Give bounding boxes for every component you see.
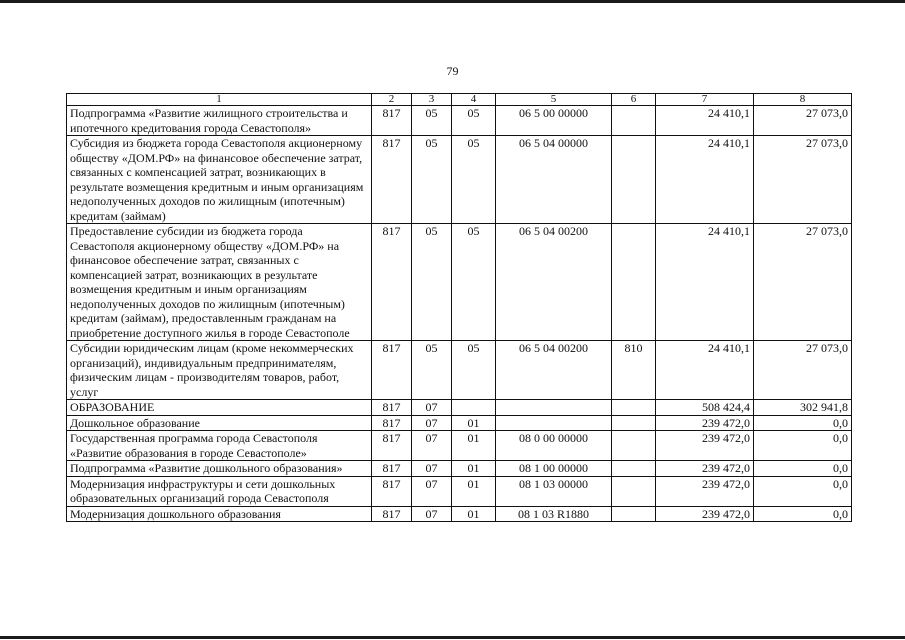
target-article-code: 06 5 04 00200	[496, 341, 612, 400]
table-row	[67, 400, 852, 416]
subsection-code: 05	[452, 341, 496, 400]
amount-year-1: 239 472,0	[656, 461, 754, 477]
amount-year-2: 0,0	[754, 476, 852, 506]
item-name: Дошкольное образование	[67, 415, 372, 431]
target-article-code: 06 5 04 00200	[496, 224, 612, 341]
column-header: 4	[452, 94, 496, 106]
ministry-code: 817	[372, 431, 412, 461]
amount-year-2: 0,0	[754, 415, 852, 431]
expense-type-code	[612, 136, 656, 224]
target-article-code: 08 1 00 00000	[496, 461, 612, 477]
amount-year-2: 0,0	[754, 506, 852, 522]
table-row	[67, 224, 852, 341]
table-row	[67, 431, 852, 461]
amount-year-2: 27 073,0	[754, 341, 852, 400]
ministry-code: 817	[372, 106, 412, 136]
column-header: 3	[412, 94, 452, 106]
section-code: 07	[412, 415, 452, 431]
table-row	[67, 461, 852, 477]
section-code: 07	[412, 506, 452, 522]
subsection-code: 05	[452, 136, 496, 224]
ministry-code: 817	[372, 506, 412, 522]
amount-year-1: 239 472,0	[656, 506, 754, 522]
ministry-code: 817	[372, 224, 412, 341]
ministry-code: 817	[372, 415, 412, 431]
amount-year-1: 508 424,4	[656, 400, 754, 416]
target-article-code: 06 5 00 00000	[496, 106, 612, 136]
amount-year-1: 24 410,1	[656, 106, 754, 136]
scan-top-edge	[0, 0, 905, 3]
section-code: 07	[412, 431, 452, 461]
amount-year-1: 239 472,0	[656, 476, 754, 506]
subsection-code: 05	[452, 224, 496, 341]
ministry-code: 817	[372, 400, 412, 416]
expense-type-code: 810	[612, 341, 656, 400]
subsection-code: 01	[452, 415, 496, 431]
expense-type-code	[612, 431, 656, 461]
column-header-row	[67, 94, 852, 106]
column-header: 8	[754, 94, 852, 106]
amount-year-2: 27 073,0	[754, 106, 852, 136]
section-code: 07	[412, 400, 452, 416]
item-name: Субсидии юридическим лицам (кроме некоммерческих организаций), индивидуальным предпринимателям, физическим лицам - производителям товаров, работ, услуг	[67, 341, 372, 400]
subsection-code: 01	[452, 461, 496, 477]
table-row	[67, 106, 852, 136]
expense-type-code	[612, 506, 656, 522]
column-header: 1	[67, 94, 372, 106]
item-name: Подпрограмма «Развитие дошкольного образования»	[67, 461, 372, 477]
amount-year-1: 24 410,1	[656, 224, 754, 341]
item-name: Подпрограмма «Развитие жилищного строительства и ипотечного кредитования города Севастополя»	[67, 106, 372, 136]
target-article-code: 08 0 00 00000	[496, 431, 612, 461]
amount-year-2: 0,0	[754, 461, 852, 477]
subsection-code: 01	[452, 476, 496, 506]
ministry-code: 817	[372, 476, 412, 506]
column-header: 7	[656, 94, 754, 106]
table-row	[67, 415, 852, 431]
table-row	[67, 476, 852, 506]
column-header: 6	[612, 94, 656, 106]
target-article-code	[496, 415, 612, 431]
table-row	[67, 341, 852, 400]
item-name: Субсидия из бюджета города Севастополя акционерному обществу «ДОМ.РФ» на финансовое обеспечение затрат, связанных с компенсацией затрат, возникающих в результате возмещения кредитным и иным организациям недополученных доходов по жилищным (ипотечным) кредитам (займам)	[67, 136, 372, 224]
amount-year-1: 24 410,1	[656, 136, 754, 224]
expense-type-code	[612, 461, 656, 477]
expense-type-code	[612, 224, 656, 341]
ministry-code: 817	[372, 341, 412, 400]
table-row	[67, 506, 852, 522]
ministry-code: 817	[372, 461, 412, 477]
amount-year-1: 24 410,1	[656, 341, 754, 400]
target-article-code: 06 5 04 00000	[496, 136, 612, 224]
page-number: 79	[446, 64, 459, 78]
section-code: 05	[412, 341, 452, 400]
subsection-code: 01	[452, 431, 496, 461]
section-code: 07	[412, 476, 452, 506]
item-name: Модернизация инфраструктуры и сети дошкольных образовательных организаций города Севастополя	[67, 476, 372, 506]
amount-year-2: 27 073,0	[754, 224, 852, 341]
section-code: 05	[412, 224, 452, 341]
budget-table	[66, 93, 852, 522]
table-row	[67, 136, 852, 224]
amount-year-1: 239 472,0	[656, 431, 754, 461]
item-name: ОБРАЗОВАНИЕ	[67, 400, 372, 416]
target-article-code: 08 1 03 R1880	[496, 506, 612, 522]
target-article-code: 08 1 03 00000	[496, 476, 612, 506]
item-name: Модернизация дошкольного образования	[67, 506, 372, 522]
ministry-code: 817	[372, 136, 412, 224]
section-code: 07	[412, 461, 452, 477]
column-header: 5	[496, 94, 612, 106]
expense-type-code	[612, 415, 656, 431]
amount-year-1: 239 472,0	[656, 415, 754, 431]
column-header: 2	[372, 94, 412, 106]
section-code: 05	[412, 136, 452, 224]
subsection-code	[452, 400, 496, 416]
amount-year-2: 27 073,0	[754, 136, 852, 224]
item-name: Государственная программа города Севастополя «Развитие образования в городе Севастополе»	[67, 431, 372, 461]
subsection-code: 01	[452, 506, 496, 522]
expense-type-code	[612, 476, 656, 506]
expense-type-code	[612, 106, 656, 136]
item-name: Предоставление субсидии из бюджета города Севастополя акционерному обществу «ДОМ.РФ» на финансовое обеспечение затрат, связанных с компенсацией затрат, возникающих в результате возмещения кредитным и иным организациям недополученных доходов по жилищным (ипотечным) кредитам (займам), предоставленным гражданам на приобретение доступного жилья в городе Севастополе	[67, 224, 372, 341]
section-code: 05	[412, 106, 452, 136]
amount-year-2: 302 941,8	[754, 400, 852, 416]
amount-year-2: 0,0	[754, 431, 852, 461]
scan-bottom-edge	[0, 636, 905, 639]
target-article-code	[496, 400, 612, 416]
expense-type-code	[612, 400, 656, 416]
subsection-code: 05	[452, 106, 496, 136]
